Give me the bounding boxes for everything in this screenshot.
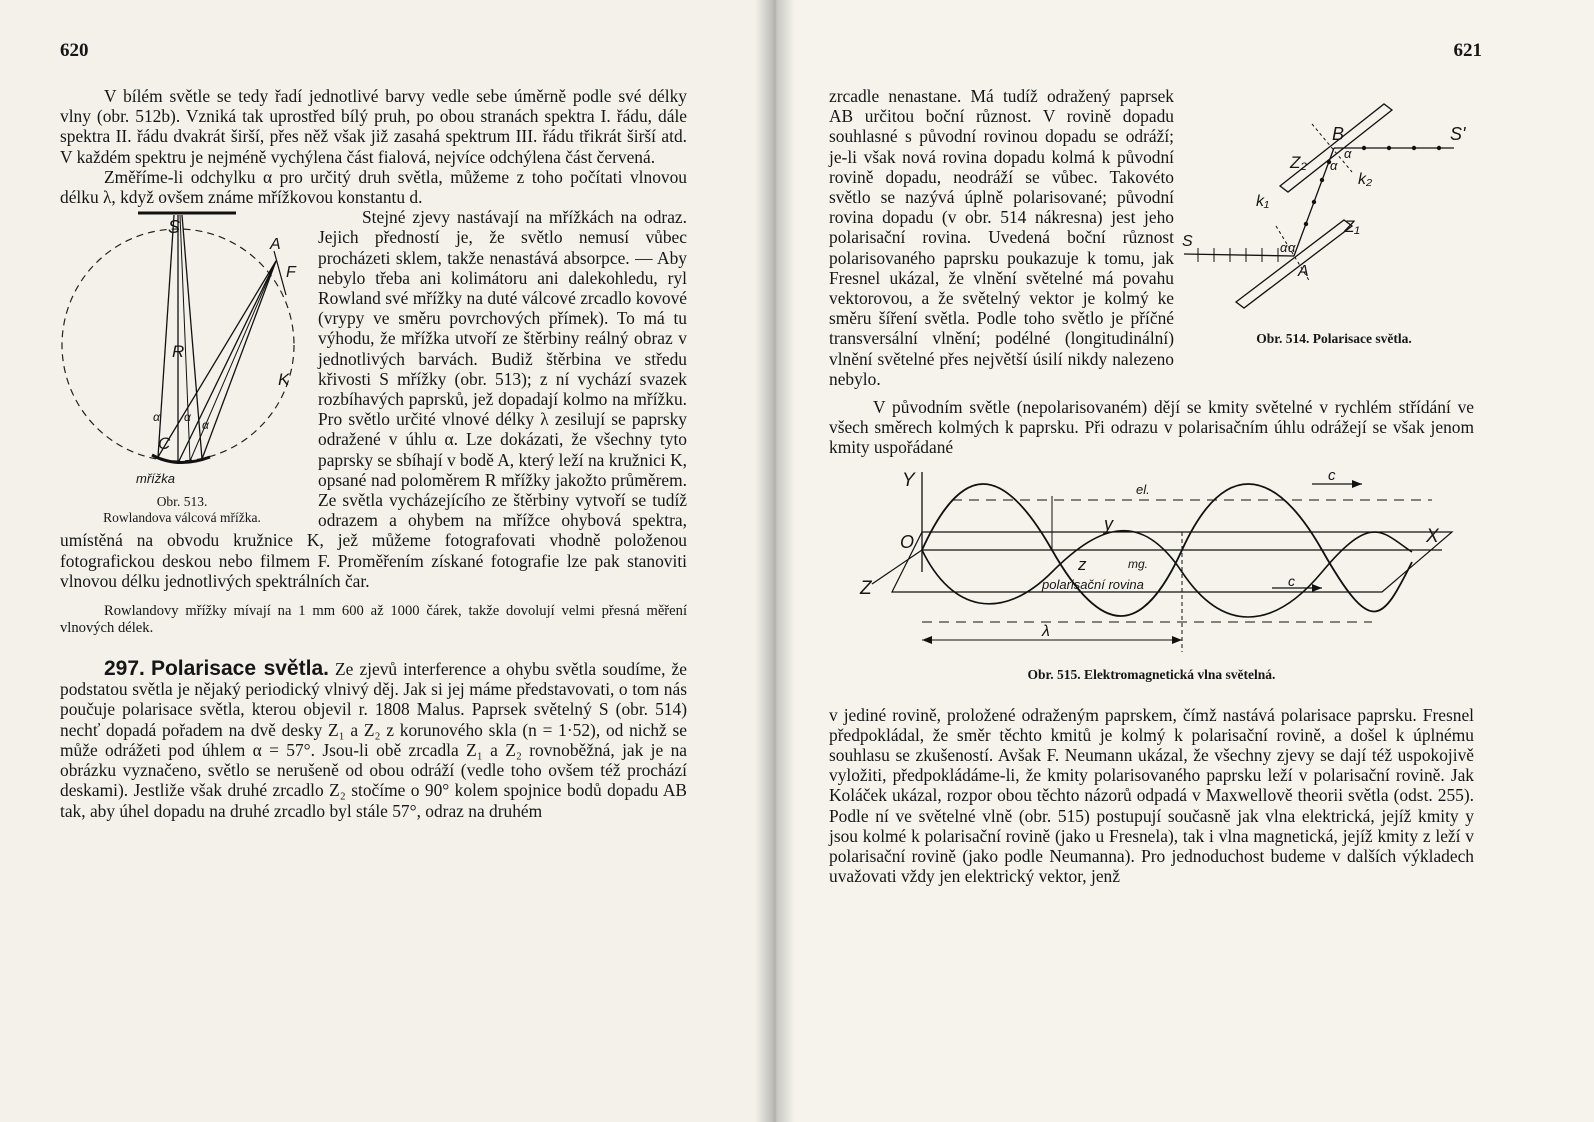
fig514-label-k2: k₂	[1358, 171, 1373, 188]
right-paragraph-3: v jediné rovině, proložené odraženým paprskem, čímž nastává polarisace paprsku. Fresnel předpokládal, že směr těchto kmitů je kolmý k polarisační rovině, a došel k úplnému souhlasu se zkušeností. Avšak F. Neumann ukázal, že všechny zjevy se dají též uspokojivě vyložiti, předpokládáme-li, že kmity polarisovaného paprsku leží v polarisační rovině. Jak Koláček ukázal, rozpor obou těchto názorů odpadá v Maxwellově theorii světla (odst. 255). Podle ní ve světelné vlně (obr. 515) postupují současně jak vlna elektrická, jejíž kmity y jsou kolmé k polarisační rovině (jako u Fresnela), tak i vlna magnetická, jejíž kmity z leží v polarisační rovině (jako podle Neumanna). Pro jednoduchost budeme v dalších výkladech uvažovati vždy jen elektrický vektor, jenž	[829, 704, 1474, 887]
left-paragraph-1: V bílém světle se tedy řadí jednotlivé barvy vedle sebe úměrně podle své délky vlny (obr. 512b). Vzniká tak uprostřed bílý pruh, po obou stranách spektra I. řádu, dále spektra II. řádu dvakrát širší, přes něž však již zasahá spektrum III. řádu třikrát širší atd. V každém spektru je nejméně vychýlena část fialová, nejvíce odchýlena část červená.	[60, 86, 687, 167]
section-297	[60, 659, 687, 821]
left-note: Rowlandovy mřížky mívají na 1 mm 600 až 1000 čárek, takže dovolují velmi přesná měření vlnových délek.	[60, 603, 687, 637]
fig515-caption: Obr. 515. Elektromagnetická vlna světelná.	[1027, 666, 1276, 682]
fig514-label-alpha-a: α	[1280, 240, 1288, 255]
fig515-label-el: el.	[1135, 481, 1150, 497]
figure-514	[1184, 86, 1484, 347]
fig515-label-c-bottom: c	[1287, 572, 1295, 589]
rowland-grating-diagram	[60, 207, 304, 489]
fig513-label-grating: mřížka	[136, 471, 175, 487]
fig514-label-alpha-a2: α	[1288, 240, 1296, 255]
right-paragraph-2: V původním světle (nepolarisovaném) dějí se kmity světelné v rychlém střídání ve všech směrech kolmých k paprsku. Při odrazu v polarisačním úhlu odrážejí se však jenom kmity uspořádané	[829, 397, 1474, 458]
section-number: 297.	[104, 657, 145, 681]
fig513-label-alpha-2: α	[184, 410, 191, 425]
fig513-caption-title: Rowlandova válcová mřížka.	[103, 510, 261, 526]
fig513-label-c: C	[158, 434, 171, 454]
fig514-caption: Obr. 514. Polarisace světla.	[1256, 331, 1412, 346]
fig513-caption-number: Obr. 513.	[156, 494, 208, 510]
fig515-label-z-axis: Z	[859, 577, 872, 599]
right-paragraph-1: zrcadle nenastane. Má tudíž odražený paprsek AB určitou boční různost. V rovině dopadu souhlasné s původní rovinou dopadu se odráží; je-li však nová rovina dopadu kolmá k původní rovině dopadu, neodráží se vůbec. Takovéto světlo se nazývá úplně polarisované; původní rovina dopadu (v obr. 514 nákresna) jest jeho polarisační rovina. Uvedená boční různost polarisovaného paprsku poukazuje k tomu, jak Fresnel ukázal, že vlnění světelné má povahu vektorovou, a že světelný vektor je kolmý ke směru šíření světla. Podle toho světlo je příčné transversální vlnění; podélné (longitudinální) vlnění světelné přes největší úsilí nikdy nalezeno nebylo.	[829, 86, 1174, 389]
fig514-label-s: S	[1182, 233, 1193, 250]
fig515-label-y: y	[1103, 513, 1113, 534]
fig515-label-o: O	[899, 531, 914, 552]
page-number-right: 621	[1453, 40, 1482, 61]
fig513-label-f: F	[286, 264, 296, 282]
fig513-label-alpha-3: α	[202, 418, 209, 433]
fig513-label-k: K	[278, 370, 290, 390]
polarisation-diagram	[1184, 86, 1484, 326]
fig513-label-s: S	[168, 217, 181, 238]
left-paragraph-2: Změříme-li odchylku α pro určitý druh světla, můžeme z toho počítati vlnovou délku λ, když ovšem známe mřížkovou konstantu d.	[60, 166, 687, 208]
fig514-label-alpha-b: α	[1344, 146, 1352, 161]
fig515-label-lambda: λ	[1041, 622, 1050, 640]
fig514-label-s-prime: S'	[1450, 124, 1466, 144]
fig514-label-a: A	[1298, 263, 1309, 280]
fig515-label-c-top: c	[1327, 466, 1335, 484]
left-paragraph-3: Stejné zjevy nastávají na mřížkách na odraz. Jejich předností je, že světlo nemusí vůbec procházeti sklem, takže nenastává absorpce. — Aby nebylo třeba ani kolimátoru ani dalekohledu, ryl Rowland své mřížky na duté válcové zrcadlo kovové (vrypy ve směru povrchových přímek). To má tu výhodu, že mřížka utvoří ze štěrbiny reálný obraz v jednotlivých barvách. Budiž štěrbina ve středu křivosti S mřížky (obr. 513); z ní vychází svazek rozbíhavých paprsků, jež dopadají kolmo na mřížku. Pro světlo určité vlnové délky λ zesilují se paprsky odražené v úhlu α. Lze dokázati, že všechny tyto paprsky se sbíhají v bodě A, který leží na kružnici K, opsané nad poloměrem R mřížky jakožto průměrem. Ze světla vycházejícího ze štěrbiny vytvoří se tudíž odrazem a ohybem na mřížce ohybová spektra, umístěná na obvodu kružnice K, jež můžeme fotografovati vhodně položenou fotografickou deskou nebo filmem F. Proměřením získané fotografie lze pak stanoviti vlnovou délku jednotlivých spektrálních čar.	[60, 207, 687, 591]
right-page	[775, 0, 1594, 1122]
fig513-label-r: R	[172, 342, 185, 362]
fig514-label-z2: Z₂	[1290, 153, 1307, 172]
fig514-label-b: B	[1332, 124, 1345, 144]
fig515-label-z: z	[1077, 554, 1086, 574]
em-wave-diagram	[852, 466, 1452, 662]
fig513-label-alpha-1: α	[153, 410, 160, 425]
section-title: Polarisace světla.	[150, 657, 329, 681]
page-number-left: 620	[60, 40, 89, 61]
fig513-label-a: A	[270, 236, 281, 254]
fig515-label-mg: mg.	[1127, 556, 1148, 571]
fig514-label-alpha-b2: α	[1330, 158, 1338, 173]
fig514-label-k1: k₁	[1256, 193, 1270, 210]
figure-515	[829, 466, 1474, 683]
fig514-label-z1: Z₁	[1344, 217, 1360, 236]
fig515-label-x: X	[1425, 525, 1439, 547]
fig515-label-plane: polarisační rovina	[1041, 576, 1144, 592]
left-page	[0, 0, 775, 1122]
section-text: Ze zjevů interference a ohybu světla soudíme, že podstatou světla je nějaký periodický vlnivý děj. Jak si jej máme představovati, o tom nás poučuje polarisace světla, kterou objevil r. 1808 Malus. Paprsek světelný S (obr. 514) nechť dopadá pořadem na dvě desky Z₁ a Z₂ z korunového skla (n = 1·52), od nichž se může odrážeti pod úhlem α = 57°. Jsou-li obě zrcadla Z₁ a Z₂ rovnoběžná, jak je na obrázku vyznačeno, světlo se nerušeně od obou odráží (vedle toho ovšem též prochází deskami). Jestliže však druhé zrcadlo Z₂ stočíme o 90° kolem spojnice bodů dopadu AB tak, aby úhel dopadu na druhé zrcadlo byl stále 57°, odraz na druhém	[60, 659, 687, 821]
fig515-label-y-axis: Y	[901, 469, 915, 491]
figure-513	[60, 207, 304, 526]
